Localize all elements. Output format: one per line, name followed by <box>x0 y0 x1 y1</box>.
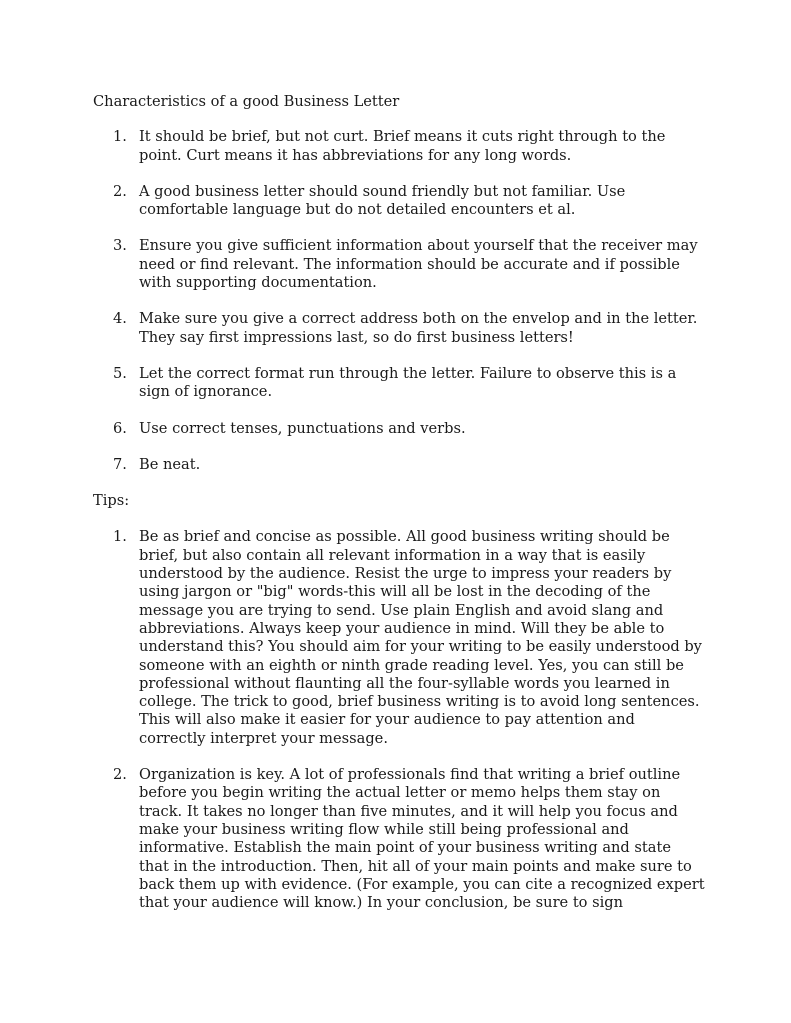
list-item <box>93 766 705 912</box>
list-item <box>93 183 705 220</box>
tips-heading: Tips: <box>93 492 130 510</box>
tips-list <box>93 528 705 912</box>
list-item <box>93 528 705 748</box>
list-item-text: Let the correct format run through the letter. Failure to observe this is a sign of ignorance. <box>139 364 677 401</box>
document-page <box>93 93 705 930</box>
list-item-text: Organization is key. A lot of professionals find that writing a brief outline before you begin writing the actual letter or memo helps them stay on track. It takes no longer than five minutes, and it will help you focus and make your business writing flow while still being professional and informative. Establish the main point of your business writing and state that in the introduction. Then, hit all of your main points and make sure to back them up with evidence. (For example, you can cite a recognized expert that your audience will know.) In your conclusion, be sure to sign <box>139 766 705 912</box>
list-number: 5. <box>113 364 127 382</box>
list-number: 4. <box>113 310 127 328</box>
list-item <box>93 237 705 292</box>
characteristics-list <box>93 128 705 474</box>
list-item <box>93 365 705 402</box>
list-item <box>93 420 705 438</box>
list-number: 2. <box>113 182 127 200</box>
list-number: 7. <box>113 455 127 473</box>
list-item-text: Be as brief and concise as possible. All good business writing should be brief, but also contain all relevant information in a way that is easily understood by the audience. Resist the urge to impress your readers by using jargon or "big" words-this will all be lost in the decoding of the message you are trying to send. Use plain English and avoid slang and abbreviations. Always keep your audience in mind. Will they be able to understand this? You should aim for your writing to be easily understood by someone with an eighth or ninth grade reading level. Yes, you can still be professional without flaunting all the four-syllable words you learned in college. The trick to good, brief business writing is to avoid long sentences. This will also make it easier for your audience to pay attention and correctly interpret your message. <box>139 528 702 747</box>
list-number: 6. <box>113 419 127 437</box>
list-number: 2. <box>113 766 127 784</box>
list-item <box>93 128 705 165</box>
list-item-text: Ensure you give sufficient information about yourself that the receiver may need or find relevant. The information should be accurate and if possible with supporting documentation. <box>139 237 698 292</box>
list-item-text: Use correct tenses, punctuations and verbs. <box>139 419 466 437</box>
list-number: 3. <box>113 237 127 255</box>
document-heading: Characteristics of a good Business Letter <box>93 93 400 110</box>
list-item-text: Make sure you give a correct address both on the envelop and in the letter. They say first impressions last, so do first business letters! <box>139 310 698 346</box>
list-number: 1. <box>113 528 127 546</box>
list-number: 1. <box>113 128 127 146</box>
list-item <box>93 456 705 474</box>
list-item-text: Be neat. <box>139 455 201 473</box>
list-item-text: It should be brief, but not curt. Brief means it cuts right through to the point. Curt means it has abbreviations for any long words. <box>139 128 666 164</box>
list-item <box>93 310 705 347</box>
list-item-text: A good business letter should sound friendly but not familiar. Use comfortable language but do not detailed encounters et al. <box>139 182 626 219</box>
